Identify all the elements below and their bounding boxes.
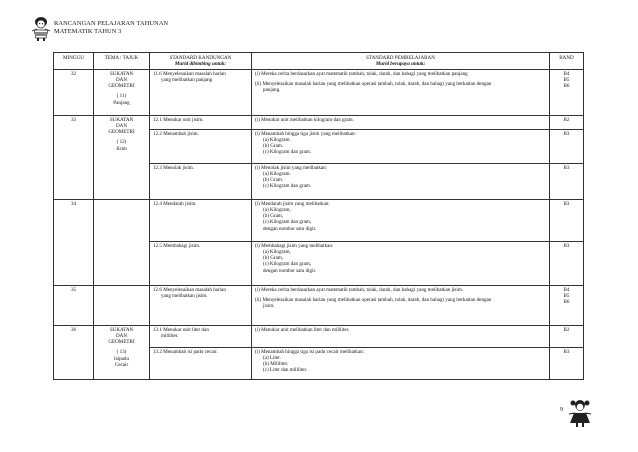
table-row	[54, 285, 584, 325]
sk-line: 11.6 Menyelesaikan masalah harian	[153, 70, 226, 77]
band-value: B4	[563, 286, 570, 293]
cell-minggu: 36	[54, 325, 94, 379]
table-row	[54, 69, 584, 115]
tema-line: Panjang	[113, 99, 130, 106]
cell-standard-pembelajaran	[252, 129, 550, 163]
tema-line: DAN	[115, 122, 128, 129]
tema-line: Jisim	[116, 145, 127, 152]
tema-line: DAN	[115, 332, 128, 339]
sp-line: (b) Gram.	[263, 143, 284, 150]
cell-standard-pembelajaran	[252, 347, 550, 379]
table-row	[54, 325, 584, 347]
cell-band	[550, 285, 584, 325]
sp-line: jisim.	[263, 303, 275, 310]
sk-line: yang melibatkan panjang	[161, 76, 213, 83]
band-value: B3	[563, 242, 570, 249]
cell-standard-pembelajaran	[252, 163, 550, 199]
cell-tema	[94, 325, 150, 379]
header-minggu: MINGGU	[54, 53, 94, 70]
header-sp-sub: Murid berupaya untuk:	[375, 61, 426, 68]
sk-line: 12.3 Menolak jisim.	[153, 164, 195, 171]
band-value: B5	[563, 292, 570, 299]
tema-line: SUKATAN	[109, 116, 134, 123]
sp-line: (ii) Menyelesaikan masalah harian yang melibatkan operasi tambah, tolak, darab, dan bahagi yang berkaitan dengan	[255, 80, 492, 87]
sk-line: yang melibatkan jisim.	[161, 292, 208, 299]
sp-line: panjang.	[263, 87, 281, 94]
sp-line: (b) Gram.	[263, 177, 284, 184]
cell-tema	[94, 115, 150, 199]
cell-band	[550, 347, 584, 379]
student-mascot-icon	[30, 16, 52, 42]
cell-standard-pembelajaran	[252, 325, 550, 347]
sp-line: (i) Menambah hingga tiga jisim yang melibatkan:	[255, 130, 357, 137]
sp-line: (c) Kilogram dan gram.	[263, 183, 312, 190]
cell-tema-empty	[94, 285, 150, 325]
sk-line: 12.4 Mendarab jisim.	[153, 200, 197, 207]
cell-standard-kandungan	[150, 241, 252, 285]
tema-line: GEOMETRI	[108, 83, 135, 90]
cell-standard-kandungan	[150, 199, 252, 241]
cell-tema-empty	[94, 199, 150, 285]
tema-line: ( 11)	[116, 93, 127, 100]
sp-line: (i) Menukar unit melibatkan kilogram dan gram.	[255, 116, 354, 123]
header-standard-pembelajaran	[252, 53, 550, 70]
sp-line: (a) Kilogram,	[263, 248, 291, 255]
band-value: B4	[563, 70, 570, 77]
tema-line: ( 12)	[116, 139, 127, 146]
band-value: B5	[563, 76, 570, 83]
tema-line: Cecair	[114, 362, 129, 369]
table-row	[54, 199, 584, 241]
cell-minggu: 33	[54, 115, 94, 199]
cell-band	[550, 129, 584, 163]
plan-title: RANCANGAN PELAJARAN TAHUNAN	[54, 20, 169, 27]
cell-standard-pembelajaran	[252, 241, 550, 285]
cell-standard-kandungan	[150, 129, 252, 163]
sp-line: (a) Kilogram.	[263, 170, 291, 177]
cell-standard-kandungan	[150, 347, 252, 379]
lesson-plan-table	[53, 52, 584, 380]
band-value: B6	[563, 83, 570, 90]
sk-line: 12.5 Membahagi jisim.	[153, 242, 201, 249]
sk-line: 12.2 Menambah jisim.	[153, 130, 199, 137]
sp-line: dengan nombor satu digit.	[263, 225, 317, 232]
sp-line: (a) Kilogram,	[263, 206, 291, 213]
header-sp-label: STANDARD PEMBELAJARAN	[366, 55, 435, 61]
band-value: B6	[563, 299, 570, 306]
cell-tema	[94, 69, 150, 115]
cell-band	[550, 241, 584, 285]
band-value: B3	[563, 348, 570, 355]
cell-standard-kandungan	[150, 115, 252, 129]
band-value: B2	[563, 116, 570, 123]
cell-standard-pembelajaran	[252, 115, 550, 129]
sp-line: (c) Kilogram dan gram.	[263, 149, 312, 156]
tema-line: ( 13)	[116, 349, 127, 356]
cell-minggu: 35	[54, 285, 94, 325]
sp-line: (b) Mililiter.	[263, 361, 289, 368]
band-value: B3	[563, 200, 570, 207]
sk-line: 12.6 Menyelesaikan masalah harian	[153, 286, 226, 293]
band-value: B2	[563, 326, 570, 333]
sp-line: dengan nombor satu digit.	[263, 267, 317, 274]
cell-minggu: 34	[54, 199, 94, 285]
cell-band	[550, 163, 584, 199]
sp-line: (i) Mereka cerita berdasarkan ayat matematik tambah, tolak, darab, dan bahagi yang melibatkan panjang	[255, 70, 468, 77]
cell-standard-pembelajaran	[252, 69, 550, 115]
sp-line: (i) Mereka cerita berdasarkan ayat matematik tambah, tolak, darab, dan bahagi yang melibatkan jisim.	[255, 286, 464, 293]
cell-band	[550, 69, 584, 115]
sp-line: (i) Menambah hingga tiga isi padu cecair melibatkan:	[255, 348, 365, 355]
sp-line: (i) Menolak jisim yang melibatkan:	[255, 164, 328, 171]
cell-minggu: 32	[54, 69, 94, 115]
cell-standard-kandungan	[150, 163, 252, 199]
band-value: B3	[563, 164, 570, 171]
sp-line: (a) Kilogram.	[263, 136, 291, 143]
header-sk-label: STANDARD KANDUNGAN	[169, 55, 232, 61]
header-band: BAND	[550, 53, 584, 70]
sp-line: (a) Liter.	[263, 354, 281, 361]
table-header-row	[54, 53, 584, 70]
sk-line: mililiter.	[161, 332, 179, 339]
sp-line: (i) Mendarab jisim yang melibatkan:	[255, 200, 330, 207]
tema-line: DAN	[115, 76, 128, 83]
sp-line: (i) Menukar unit melibatkan liter dan mililiter.	[255, 326, 350, 333]
sp-line: (c) Kilogram dan gram,	[263, 261, 312, 268]
girl-mascot-icon	[566, 398, 594, 428]
sk-line: 12.1 Menukar unit jisim.	[153, 116, 204, 123]
sp-line: (c) Liter dan mililiter.	[263, 367, 308, 374]
cell-standard-pembelajaran	[252, 199, 550, 241]
tema-line: SUKATAN	[109, 70, 134, 77]
sk-line: 13.1 Menukar unit liter dan	[153, 326, 209, 333]
cell-standard-kandungan	[150, 325, 252, 347]
sp-line: (c) Kilogram dan gram,	[263, 219, 312, 226]
header-tema: TEMA / TAJUK	[94, 53, 150, 70]
band-value: B3	[563, 130, 570, 137]
plan-subtitle: MATEMATIK TAHUN 3	[54, 28, 122, 35]
page-header	[30, 16, 168, 42]
tema-line: GEOMETRI	[108, 339, 135, 346]
sp-line: (i) Membahagi jisim yang melibatkan:	[255, 242, 334, 249]
page-number: 9	[560, 407, 563, 413]
cell-standard-kandungan	[150, 69, 252, 115]
cell-standard-kandungan	[150, 285, 252, 325]
tema-line: Isipadu	[114, 355, 129, 362]
header-standard-kandungan	[150, 53, 252, 70]
header-sk-sub: Murid dibimbing untuk:	[174, 61, 227, 68]
cell-standard-pembelajaran	[252, 285, 550, 325]
sk-line: 13.2 Menambah isi padu cecair.	[153, 348, 218, 355]
sp-line: (b) Gram,	[263, 255, 284, 262]
sp-line: (b) Gram,	[263, 213, 284, 220]
table-row	[54, 115, 584, 129]
sp-line: (ii) Menyelesaikan masalah harian yang melibatkan operasi tambah, tolak, darab, dan bahagi yang berkaitan dengan	[255, 296, 492, 303]
tema-line: GEOMETRI	[108, 129, 135, 136]
tema-line: SUKATAN	[109, 326, 134, 333]
cell-band	[550, 115, 584, 129]
cell-band	[550, 199, 584, 241]
cell-band	[550, 325, 584, 347]
